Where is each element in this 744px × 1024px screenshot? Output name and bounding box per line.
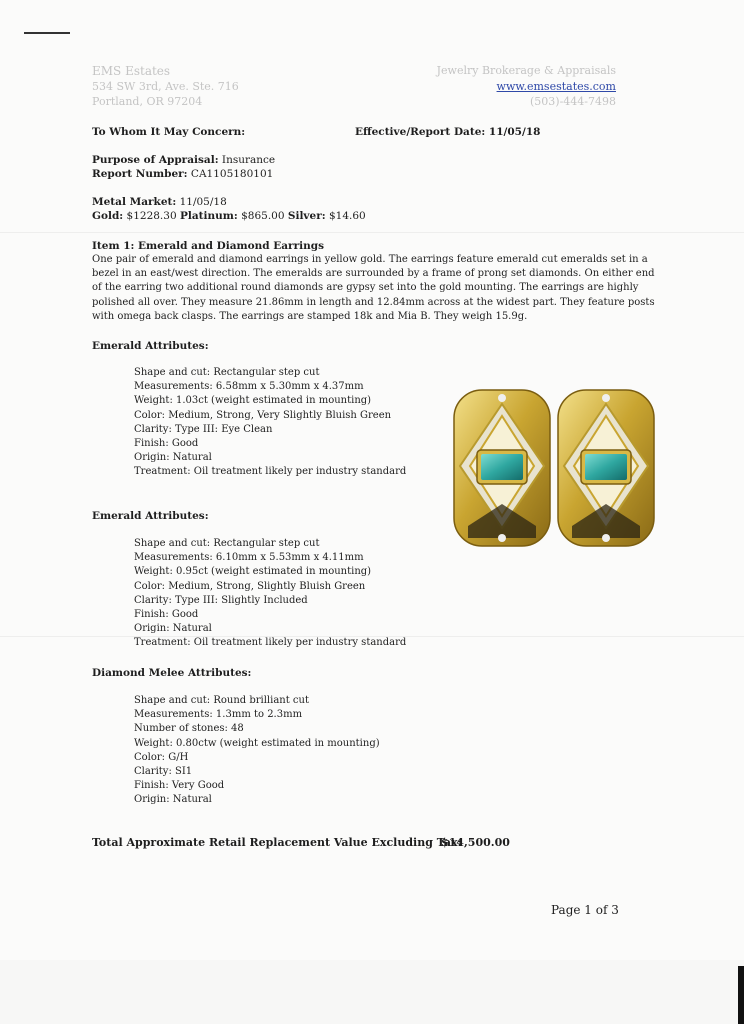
attribute-line: Finish: Good — [134, 438, 199, 450]
page-number: Page 1 of 3 — [551, 903, 619, 917]
item-title: Item 1: Emerald and Diamond Earrings — [92, 240, 324, 252]
report-number-line — [92, 167, 273, 181]
total-value-label: Total Approximate Retail Replacement Value Excluding Tax: — [92, 836, 462, 849]
attribute-line: Shape and cut: Rectangular step cut — [134, 367, 320, 378]
salutation: To Whom It May Concern: — [92, 126, 246, 138]
purpose-label: Purpose of Appraisal: — [92, 154, 219, 166]
attribute-list — [134, 366, 406, 480]
scan-background — [0, 960, 744, 1024]
company-phone: (503)-444-7498 — [529, 95, 616, 108]
gold-value: $1228.30 — [126, 210, 177, 222]
silver-value: $14.60 — [328, 210, 366, 222]
attribute-line: Measurements: 6.10mm x 5.53mm x 4.11mm — [134, 552, 364, 564]
company-website-link[interactable] — [497, 80, 616, 94]
attribute-line: Origin: Natural — [134, 794, 212, 806]
earring-left — [454, 390, 550, 546]
company-tagline: Jewelry Brokerage & Appraisals — [436, 64, 616, 77]
company-name: EMS Estates — [92, 64, 171, 78]
attribute-line: Color: G/H — [134, 751, 189, 763]
attribute-line: Finish: Good — [134, 609, 199, 621]
attribute-line: Clarity: Type III: Slightly Included — [134, 594, 308, 606]
attribute-line: Clarity: Type III: Eye Clean — [134, 423, 273, 435]
platinum-label: Platinum: — [179, 210, 238, 222]
earrings-photo — [448, 386, 660, 551]
metal-prices-line — [92, 209, 366, 223]
attribute-line: Color: Medium, Strong, Slightly Bluish Green — [134, 580, 366, 592]
silver-label: Silver: — [287, 210, 326, 222]
attribute-line: Shape and cut: Round brilliant cut — [134, 695, 309, 706]
earring-right — [558, 390, 654, 546]
attribute-line: Weight: 0.95ct (weight estimated in mounting) — [134, 566, 372, 578]
gold-label: Gold: — [92, 210, 124, 222]
attribute-line: Origin: Natural — [134, 452, 212, 464]
section-heading: Emerald Attributes: — [92, 340, 209, 352]
report-date — [355, 125, 540, 139]
attribute-line: Color: Medium, Strong, Very Slightly Bluish Green — [134, 409, 392, 421]
purpose-line — [92, 153, 275, 167]
attribute-line: Weight: 0.80ctw (weight estimated in mounting) — [134, 737, 380, 749]
report-number-label: Report Number: — [92, 168, 188, 180]
report-date-value: 11/05/18 — [488, 126, 541, 138]
attribute-line: Treatment: Oil treatment likely per industry standard — [134, 466, 407, 478]
item-description: One pair of emerald and diamond earrings in yellow gold. The earrings feature emerald cut emeralds set in a bezel in an east/west direction. The emeralds are surrounded by a frame of prong set diamonds. On either end of the earring two additional round diamonds are gypsy set into the gold mounting. The earrings are highly polished all over. They measure 21.86mm in length and 12.84mm across at the widest part. They feature posts with omega back clasps. The earrings are stamped 18k and Mia B. They weigh 15.9g. — [92, 254, 655, 322]
section-heading: Emerald Attributes: — [92, 510, 209, 522]
company-address-line2: Portland, OR 97204 — [92, 95, 203, 108]
metal-market-label: Metal Market: — [92, 196, 177, 208]
attribute-line: Measurements: 6.58mm x 5.30mm x 4.37mm — [134, 381, 364, 393]
attribute-list — [134, 694, 380, 808]
paper-fold — [0, 232, 744, 233]
attribute-line: Clarity: SI1 — [134, 766, 193, 778]
report-date-label: Effective/Report Date: — [355, 126, 486, 138]
company-address-line1: 534 SW 3rd, Ave. Ste. 716 — [92, 80, 239, 93]
scan-edge — [738, 966, 744, 1024]
platinum-value: $865.00 — [241, 210, 285, 222]
report-number-value: CA1105180101 — [190, 168, 274, 180]
section-heading: Diamond Melee Attributes: — [92, 667, 252, 679]
website-link-text[interactable]: www.emsestates.com — [496, 80, 616, 93]
attribute-line: Treatment: Oil treatment likely per industry standard — [134, 637, 407, 649]
metal-market-value: 11/05/18 — [179, 196, 227, 208]
attribute-line: Shape and cut: Rectangular step cut — [134, 538, 320, 549]
attribute-list — [134, 537, 406, 651]
total-value-amount: $14,500.00 — [441, 836, 510, 849]
attribute-line: Origin: Natural — [134, 623, 212, 635]
attribute-line: Weight: 1.03ct (weight estimated in mounting) — [134, 395, 372, 407]
attribute-line: Finish: Very Good — [134, 780, 225, 792]
scan-mark — [24, 32, 70, 34]
attribute-line: Measurements: 1.3mm to 2.3mm — [134, 709, 303, 721]
attribute-line: Number of stones: 48 — [134, 723, 244, 735]
purpose-value: Insurance — [221, 154, 276, 166]
metal-market-line — [92, 195, 227, 209]
